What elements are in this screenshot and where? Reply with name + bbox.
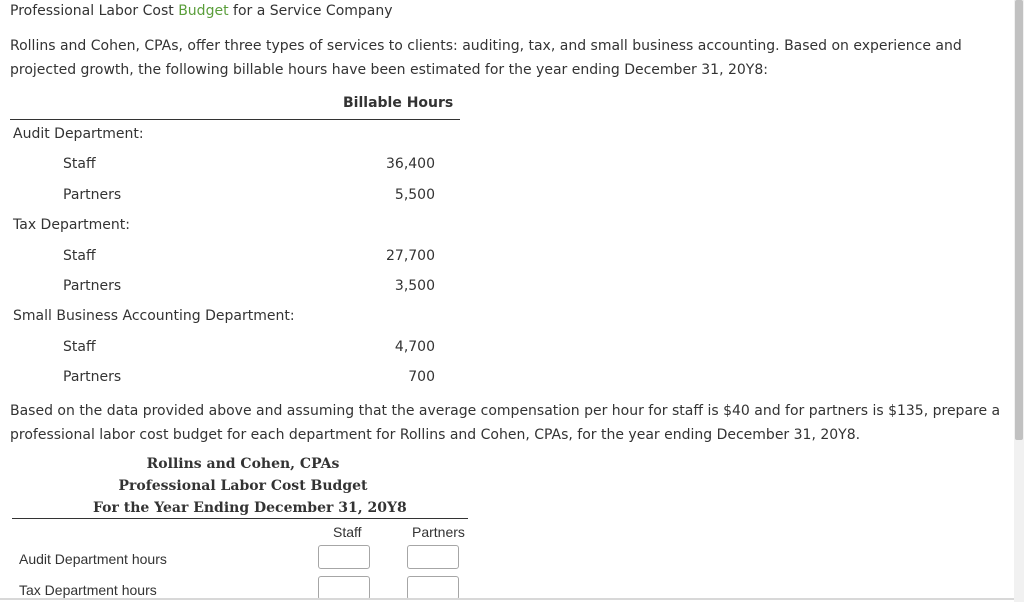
intro-paragraph: Rollins and Cohen, CPAs, offer three types of services to clients: auditing, tax, and small business accounting. Based on experience and projected growth, the following billable hours have been estimated for the year ending December 31, 20Y8: [10, 38, 962, 78]
row-label: Partners [63, 187, 122, 203]
row-value: 5,500 [394, 187, 435, 203]
row-label: Staff [63, 339, 96, 355]
budget-name: Professional Labor Cost Budget [118, 478, 368, 494]
page-title: Professional Labor Cost Budget for a Service Company [10, 3, 393, 19]
dept-audit: Audit Department: [13, 126, 144, 142]
budget-rule [12, 518, 468, 519]
col-partners-header: Partners [412, 524, 465, 540]
dept-tax: Tax Department: [13, 217, 130, 233]
billable-hours-header: Billable Hours [343, 95, 454, 111]
dept-small-business: Small Business Accounting Department: [13, 308, 295, 324]
row-label: Staff [63, 248, 96, 264]
budget-period: For the Year Ending December 31, 20Y8 [93, 500, 407, 516]
vertical-scrollbar[interactable] [1014, 0, 1024, 602]
col-staff-header: Staff [333, 524, 362, 540]
instruction-paragraph: Based on the data provided above and assuming that the average compensation per hour for staff is $40 and for partners is $135, prepare a professional labor cost budget for each department for Rollins and Cohen, CPAs, for the year ending December 31, 20Y8. [10, 403, 1001, 443]
budget-row-label: Tax Department hours [19, 582, 157, 598]
page-bottom-divider [0, 598, 1014, 600]
row-value: 27,700 [386, 248, 435, 264]
row-label: Staff [63, 156, 96, 172]
tax-partners-input[interactable] [407, 576, 459, 600]
budget-link[interactable]: Budget [178, 3, 229, 19]
budget-company: Rollins and Cohen, CPAs [146, 456, 340, 472]
row-label: Partners [63, 369, 122, 385]
tax-staff-input[interactable] [318, 576, 370, 600]
row-value: 3,500 [394, 278, 435, 294]
audit-staff-input[interactable] [318, 545, 370, 569]
scrollbar-thumb[interactable] [1015, 0, 1023, 440]
header-rule [10, 119, 460, 120]
row-label: Partners [63, 278, 122, 294]
row-value: 700 [408, 369, 435, 385]
row-value: 36,400 [386, 156, 435, 172]
row-value: 4,700 [394, 339, 435, 355]
audit-partners-input[interactable] [407, 545, 459, 569]
budget-row-label: Audit Department hours [19, 551, 167, 567]
